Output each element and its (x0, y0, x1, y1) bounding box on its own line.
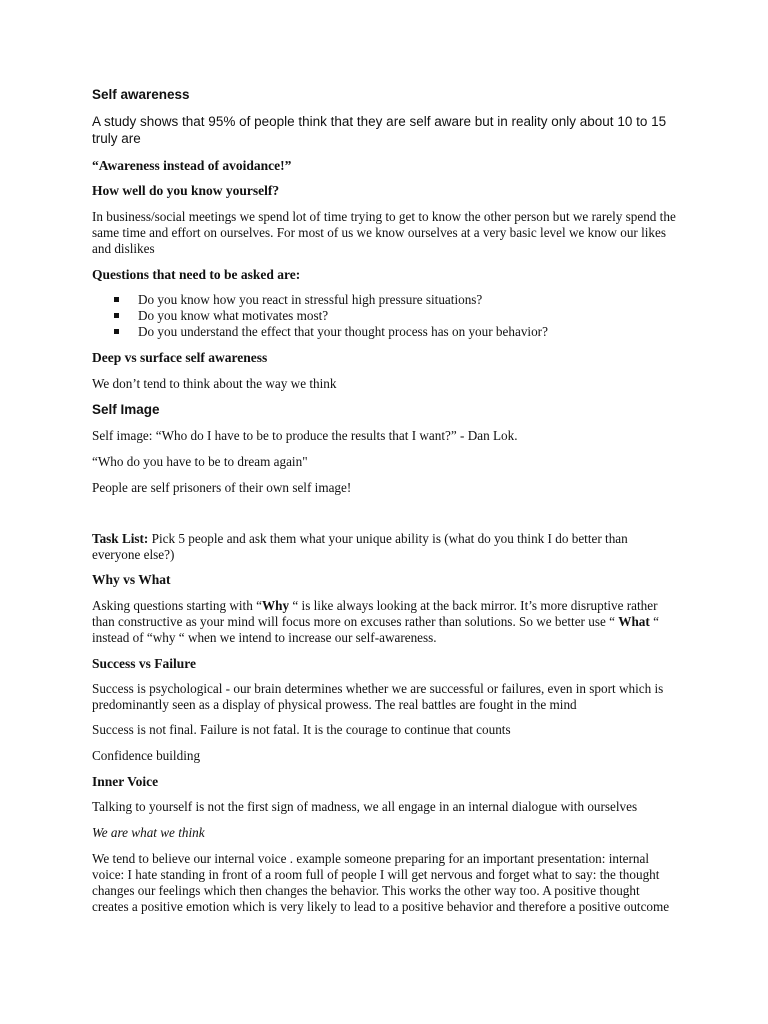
questions-list (92, 292, 678, 340)
intro-paragraph: A study shows that 95% of people think that they are self aware but in reality only about 10 to 15 truly are (92, 114, 667, 146)
prisoners-line: People are self prisoners of their own self image! (92, 480, 352, 495)
deep-paragraph: We don’t tend to think about the way we think (92, 376, 337, 391)
list-item: Do you know how you react in stressful high pressure situations? (92, 292, 678, 308)
deep-vs-surface-heading: Deep vs surface self awareness (92, 350, 268, 365)
why-vs-what-paragraph: Asking questions starting with “Why “ is like always looking at the back mirror. It’s more disruptive rather than constructive as your mind will focus more on excuses rather than solutions. So we better use “ What “ instead of “why “ when we intend to increase our self-awareness. (92, 598, 659, 645)
we-are-what-we-think: We are what we think (92, 825, 205, 840)
inner-voice-heading: Inner Voice (92, 774, 159, 789)
bullet-square-icon (114, 313, 119, 318)
questions-heading: Questions that need to be asked are: (92, 267, 301, 282)
document-title: Self awareness (92, 87, 190, 102)
list-item: Do you understand the effect that your thought process has on your behavior? (92, 324, 678, 340)
bullet-square-icon (114, 297, 119, 302)
success-vs-failure-heading: Success vs Failure (92, 656, 196, 671)
self-image-heading: Self Image (92, 402, 160, 417)
success-final-line: Success is not final. Failure is not fatal. It is the courage to continue that counts (92, 722, 511, 737)
task-list-text: Pick 5 people and ask them what your unique ability is (what do you think I do better than everyone else?) (92, 531, 628, 562)
success-paragraph: Success is psychological - our brain determines whether we are successful or failures, even in sport which is predominantly seen as a display of physical prowess. The real battles are fought in the mind (92, 681, 664, 712)
internal-voice-paragraph: We tend to believe our internal voice . example someone preparing for an important presentation: internal voice: I hate standing in front of a room full of people I will get nervous and forget what to say: the thought changes our feelings which then changes the behavior. This works the other way too. A positive thought creates a positive emotion which is very likely to lead to a positive behavior and therefore a positive outcome (92, 851, 670, 914)
bullet-square-icon (114, 329, 119, 334)
how-well-heading: How well do you know yourself? (92, 183, 280, 198)
dream-quote: “Who do you have to be to dream again" (92, 454, 308, 469)
inner-voice-paragraph: Talking to yourself is not the first sign of madness, we all engage in an internal dialogue with ourselves (92, 799, 638, 814)
task-list-label: Task List: (92, 531, 149, 546)
task-list-paragraph (92, 531, 678, 563)
how-well-paragraph: In business/social meetings we spend lot of time trying to get to know the other person but we rarely spend the same time and effort on ourselves. For most of us we know ourselves at a very basic level we know our likes and dislikes (92, 209, 676, 256)
self-image-quote: Self image: “Who do I have to be to produce the results that I want?” - Dan Lok. (92, 428, 518, 443)
list-item: Do you know what motivates most? (92, 308, 678, 324)
awareness-quote: “Awareness instead of avoidance!” (92, 158, 292, 173)
why-vs-what-heading: Why vs What (92, 572, 171, 587)
confidence-building-line: Confidence building (92, 748, 201, 763)
what-word: What (618, 614, 650, 629)
why-word: Why (261, 598, 290, 613)
